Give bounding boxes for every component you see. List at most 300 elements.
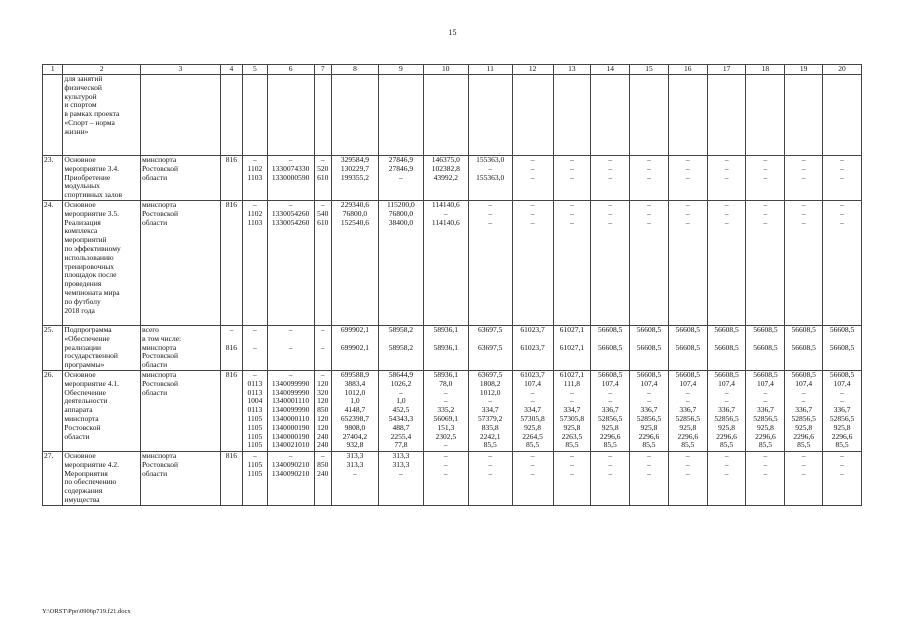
cell-line: 540 bbox=[317, 208, 329, 218]
cell-line: 1330074330 bbox=[271, 163, 310, 173]
cell-line: 1,0 bbox=[350, 396, 360, 406]
table-cell bbox=[668, 371, 707, 452]
table-cell bbox=[746, 156, 785, 201]
cell-line: – bbox=[647, 172, 651, 182]
table-header-row bbox=[43, 65, 862, 75]
table-cell bbox=[43, 201, 63, 326]
table-cell bbox=[423, 201, 468, 326]
cell-line: 56608,5 bbox=[829, 342, 855, 352]
cell-line: 0113 bbox=[247, 405, 263, 415]
table-cell bbox=[823, 201, 862, 326]
cell-line: 61027,1 bbox=[559, 342, 585, 352]
table-cell bbox=[823, 326, 862, 371]
cell-line: 52856,5 bbox=[791, 413, 816, 423]
table-cell bbox=[512, 326, 553, 371]
table-cell bbox=[668, 452, 707, 506]
cell-line: – bbox=[530, 396, 535, 406]
cell-line: 313,3 bbox=[392, 459, 410, 469]
table-cell bbox=[553, 452, 591, 506]
table-cell bbox=[707, 452, 746, 506]
table-cell bbox=[668, 156, 707, 201]
table-cell bbox=[63, 75, 141, 156]
cell-line: – bbox=[840, 217, 844, 227]
column-header-18: 18 bbox=[746, 65, 785, 75]
cell-line: 1340099990 bbox=[271, 405, 310, 415]
cell-line bbox=[747, 75, 783, 84]
cell-line: 56608,5 bbox=[636, 325, 662, 334]
cell-line: – bbox=[840, 468, 844, 478]
table-cell bbox=[591, 452, 630, 506]
cell-line: – bbox=[685, 200, 690, 209]
cell-line: содержания bbox=[64, 486, 103, 496]
table-cell bbox=[512, 156, 553, 201]
cell-line: проведения bbox=[64, 279, 102, 289]
cell-line: – bbox=[320, 155, 325, 164]
cell-line: 335,2 bbox=[437, 405, 455, 415]
cell-line: Ростовской bbox=[142, 163, 179, 173]
cell-line: аппарата bbox=[64, 405, 93, 415]
cell-line: 56069,1 bbox=[433, 413, 458, 423]
table-cell bbox=[378, 201, 423, 326]
table-cell bbox=[746, 75, 785, 156]
cell-line: – bbox=[647, 396, 651, 406]
cell-line: 816 bbox=[225, 155, 238, 164]
cell-line: – bbox=[724, 451, 729, 460]
cell-line: области bbox=[64, 431, 90, 441]
cell-line: физической bbox=[64, 82, 102, 92]
table-cell bbox=[267, 371, 314, 452]
table-cell bbox=[220, 75, 242, 156]
cell-line: – bbox=[685, 451, 690, 460]
cell-line: площадок после bbox=[64, 270, 117, 280]
table-cell bbox=[823, 156, 862, 201]
table-row bbox=[43, 156, 862, 201]
table-cell bbox=[141, 75, 221, 156]
cell-line: – bbox=[253, 451, 257, 460]
cell-line: 850 bbox=[317, 405, 329, 415]
cell-line: 1105 bbox=[247, 413, 263, 423]
cell-line: 1102 bbox=[247, 163, 263, 173]
cell-line: 54343,3 bbox=[388, 413, 414, 423]
cell-line: 336,7 bbox=[833, 405, 851, 415]
cell-line: – bbox=[530, 200, 535, 209]
cell-line: 27. bbox=[44, 451, 54, 460]
table-cell bbox=[378, 452, 423, 506]
cell-line: 56608,5 bbox=[829, 325, 855, 334]
cell-line: 2242,1 bbox=[479, 431, 501, 441]
cell-line: – bbox=[320, 200, 325, 209]
column-header-4: 4 bbox=[220, 65, 242, 75]
cell-line: – bbox=[763, 163, 768, 173]
cell-line: в рамках проекта bbox=[64, 109, 120, 119]
cell-line: – bbox=[608, 451, 613, 460]
cell-line: культурой bbox=[64, 91, 97, 101]
column-header-12: 12 bbox=[512, 65, 553, 75]
cell-line: – bbox=[288, 325, 293, 334]
cell-line: 56608,5 bbox=[791, 342, 816, 352]
cell-line: – bbox=[253, 155, 257, 164]
cell-line: – bbox=[530, 172, 535, 182]
table-cell bbox=[630, 371, 669, 452]
column-header-20: 20 bbox=[823, 65, 862, 75]
table-cell bbox=[141, 326, 221, 371]
cell-line: – bbox=[253, 370, 257, 379]
table-cell bbox=[591, 326, 630, 371]
column-header-1: 1 bbox=[43, 65, 63, 75]
cell-line: Реализация bbox=[64, 217, 101, 227]
cell-line: Приобретение bbox=[64, 172, 111, 182]
cell-line: – bbox=[647, 200, 651, 209]
cell-line: 699902,1 bbox=[340, 342, 369, 352]
cell-line bbox=[670, 75, 706, 84]
cell-line: – bbox=[530, 468, 535, 478]
table-cell bbox=[63, 326, 141, 371]
cell-line: 610 bbox=[317, 217, 329, 227]
cell-line: 56608,5 bbox=[675, 342, 700, 352]
cell-line: мероприятие 4.2. bbox=[64, 459, 119, 469]
cell-line: 2263,5 bbox=[561, 431, 583, 441]
cell-line: 520 bbox=[317, 163, 329, 173]
cell-line: государственной bbox=[64, 351, 118, 361]
table-cell bbox=[707, 326, 746, 371]
cell-line: 925,8 bbox=[795, 422, 813, 432]
table-cell bbox=[668, 201, 707, 326]
cell-line: 23. bbox=[44, 155, 54, 164]
cell-line: – bbox=[840, 163, 844, 173]
table-cell bbox=[423, 156, 468, 201]
cell-line: 816 bbox=[225, 451, 238, 460]
cell-line: в том числе: bbox=[142, 333, 182, 343]
cell-line: 1105 bbox=[247, 468, 263, 478]
cell-line: 336,7 bbox=[795, 405, 813, 415]
cell-line: 63697,5 bbox=[478, 325, 503, 334]
table-cell bbox=[267, 75, 314, 156]
cell-line: – bbox=[763, 200, 768, 209]
cell-line: 52856,5 bbox=[714, 413, 739, 423]
cell-line: мероприятие 3.5. bbox=[64, 208, 119, 218]
cell-line: использованию bbox=[64, 252, 114, 262]
cell-line: – bbox=[840, 387, 844, 397]
cell-line: 57305,8 bbox=[520, 413, 545, 423]
cell-line: – bbox=[801, 387, 806, 397]
table-cell bbox=[314, 156, 331, 201]
cell-line: области bbox=[142, 468, 168, 478]
cell-line: – bbox=[647, 451, 651, 460]
table-cell bbox=[331, 75, 378, 156]
cell-line: – bbox=[724, 217, 729, 227]
column-header-17: 17 bbox=[707, 65, 746, 75]
cell-line: – bbox=[320, 370, 325, 379]
cell-line: – bbox=[570, 459, 574, 469]
cell-line: минспорта bbox=[142, 451, 177, 460]
cell-line: – bbox=[608, 468, 613, 478]
cell-line: Основное bbox=[64, 451, 96, 460]
cell-line: – bbox=[530, 155, 535, 164]
table-cell bbox=[243, 326, 268, 371]
cell-line: имущества bbox=[64, 494, 100, 504]
cell-line: – bbox=[288, 200, 293, 209]
cell-line: – bbox=[570, 468, 574, 478]
cell-line: Основное bbox=[64, 370, 96, 379]
cell-line: 1340090210 bbox=[271, 459, 310, 469]
table-cell bbox=[43, 371, 63, 452]
cell-line: 610 bbox=[317, 172, 329, 182]
cell-line: 0113 bbox=[247, 378, 263, 388]
cell-line: 1340090210 bbox=[271, 468, 310, 478]
table-cell bbox=[331, 156, 378, 201]
column-header-2: 2 bbox=[63, 65, 141, 75]
cell-line: 56608,5 bbox=[714, 325, 739, 334]
cell-line: – bbox=[443, 468, 448, 478]
table-cell bbox=[707, 75, 746, 156]
column-header-5: 5 bbox=[243, 65, 268, 75]
cell-line: 240 bbox=[317, 468, 329, 478]
cell-line: 56608,5 bbox=[598, 370, 623, 379]
cell-line: 27846,9 bbox=[388, 163, 414, 173]
cell-line: 2296,6 bbox=[599, 431, 621, 441]
cell-line: 240 bbox=[317, 440, 329, 450]
cell-line: – bbox=[840, 155, 844, 164]
column-header-8: 8 bbox=[331, 65, 378, 75]
cell-line: – bbox=[443, 459, 448, 469]
cell-line: 120 bbox=[317, 378, 329, 388]
cell-line: – bbox=[685, 208, 690, 218]
table-cell bbox=[267, 156, 314, 201]
cell-line: 52856,5 bbox=[675, 413, 700, 423]
cell-line: 56608,5 bbox=[753, 370, 778, 379]
table-cell bbox=[553, 156, 591, 201]
table-row bbox=[43, 371, 862, 452]
cell-line: по футболу bbox=[64, 296, 101, 306]
cell-line: 816 bbox=[225, 342, 238, 352]
cell-line: 1340099990 bbox=[271, 387, 310, 397]
cell-line bbox=[592, 75, 628, 84]
cell-line: – bbox=[724, 200, 729, 209]
cell-line: 43992,2 bbox=[433, 172, 458, 182]
cell-line bbox=[269, 75, 313, 84]
cell-line: – bbox=[763, 459, 768, 469]
cell-line: – bbox=[685, 468, 690, 478]
cell-line: 2255,4 bbox=[390, 431, 412, 441]
cell-line: Ростовской bbox=[64, 422, 101, 432]
cell-line: – bbox=[253, 325, 257, 334]
cell-line: – bbox=[685, 172, 690, 182]
cell-line: 115200,0 bbox=[386, 200, 415, 209]
cell-line bbox=[222, 75, 241, 84]
table-cell bbox=[63, 452, 141, 506]
table-cell bbox=[243, 371, 268, 452]
cell-line: минспорта bbox=[142, 200, 177, 209]
cell-line: – bbox=[647, 459, 651, 469]
cell-line: – bbox=[685, 396, 690, 406]
cell-line: 78,0 bbox=[439, 378, 453, 388]
cell-line: 61027,1 bbox=[559, 370, 585, 379]
cell-line: – bbox=[724, 172, 729, 182]
cell-line: – bbox=[801, 217, 806, 227]
cell-line: 58936,1 bbox=[433, 370, 458, 379]
cell-line: деятельности bbox=[64, 396, 108, 406]
cell-line: – bbox=[840, 396, 844, 406]
table-cell bbox=[553, 75, 591, 156]
table-cell bbox=[512, 75, 553, 156]
cell-line: 816 bbox=[225, 200, 238, 209]
table-row bbox=[43, 326, 862, 371]
cell-line: 925,8 bbox=[833, 422, 851, 432]
cell-line: – bbox=[647, 155, 651, 164]
table-cell bbox=[43, 452, 63, 506]
cell-line bbox=[316, 75, 330, 84]
cell-line bbox=[786, 75, 821, 84]
table-cell bbox=[220, 201, 242, 326]
cell-line: – bbox=[530, 387, 535, 397]
table-cell bbox=[746, 326, 785, 371]
column-header-15: 15 bbox=[630, 65, 669, 75]
cell-line: 2296,6 bbox=[716, 431, 737, 441]
table-cell bbox=[668, 75, 707, 156]
footer-file-path: Y:\ORST\Ppo\0906p719.f21.docx bbox=[42, 608, 131, 615]
cell-line: чемпионата мира bbox=[64, 287, 120, 297]
cell-line: 107,4 bbox=[679, 378, 697, 388]
cell-line: 1340000190 bbox=[271, 431, 310, 441]
table-cell bbox=[707, 371, 746, 452]
cell-line: – bbox=[443, 208, 448, 218]
cell-line: 2296,6 bbox=[755, 431, 776, 441]
cell-line: – bbox=[288, 451, 293, 460]
cell-line: 1330054260 bbox=[271, 217, 310, 227]
cell-line: 107,4 bbox=[718, 378, 736, 388]
cell-line: – bbox=[570, 217, 574, 227]
table-cell bbox=[823, 452, 862, 506]
cell-line: 57305,8 bbox=[559, 413, 585, 423]
cell-line: – bbox=[724, 163, 729, 173]
cell-line: 9808,0 bbox=[344, 422, 366, 432]
cell-line: 3883,4 bbox=[344, 378, 366, 388]
cell-line: 107,4 bbox=[756, 378, 774, 388]
table-cell bbox=[63, 156, 141, 201]
cell-line: 58958,2 bbox=[388, 325, 414, 334]
cell-line: жизни» bbox=[64, 126, 89, 136]
table-cell bbox=[423, 371, 468, 452]
cell-line: 114140,6 bbox=[431, 200, 460, 209]
cell-line: 313,3 bbox=[346, 451, 364, 460]
cell-line: 120 bbox=[317, 422, 329, 432]
cell-line: – bbox=[763, 155, 768, 164]
cell-line: 2296,6 bbox=[638, 431, 660, 441]
cell-line: 56608,5 bbox=[675, 325, 700, 334]
cell-line: – bbox=[530, 217, 535, 227]
cell-line: комплекса bbox=[64, 226, 98, 236]
column-header-19: 19 bbox=[785, 65, 823, 75]
table-cell bbox=[468, 201, 512, 326]
cell-line: – bbox=[320, 325, 325, 334]
cell-line: – bbox=[353, 468, 357, 478]
table-cell bbox=[220, 452, 242, 506]
cell-line: Основное bbox=[64, 200, 96, 209]
cell-line: – bbox=[801, 459, 806, 469]
table-cell bbox=[785, 452, 823, 506]
cell-line: 1102 bbox=[247, 208, 263, 218]
cell-line: – bbox=[608, 387, 613, 397]
table-cell bbox=[378, 371, 423, 452]
cell-line: 1808,2 bbox=[479, 378, 501, 388]
cell-line: по эффективному bbox=[64, 243, 121, 253]
cell-line: 61023,7 bbox=[520, 342, 545, 352]
cell-line: 85,5 bbox=[720, 440, 734, 450]
cell-line: 320 bbox=[317, 387, 329, 397]
cell-line: – bbox=[685, 163, 690, 173]
table-cell bbox=[423, 75, 468, 156]
cell-line: 313,3 bbox=[346, 459, 364, 469]
cell-line: 1105 bbox=[247, 431, 263, 441]
cell-line: – bbox=[724, 208, 729, 218]
cell-line: 24. bbox=[44, 200, 54, 209]
cell-line: 2296,6 bbox=[677, 431, 699, 441]
page-number: 15 bbox=[448, 28, 457, 37]
cell-line: – bbox=[488, 217, 493, 227]
cell-line: 1026,2 bbox=[390, 378, 412, 388]
table-cell bbox=[331, 452, 378, 506]
cell-line: 488,7 bbox=[392, 422, 410, 432]
cell-line: 52856,5 bbox=[636, 413, 662, 423]
cell-line: – bbox=[801, 155, 806, 164]
cell-line bbox=[824, 75, 860, 84]
cell-line: мероприятий bbox=[64, 235, 107, 245]
cell-line bbox=[709, 75, 745, 84]
cell-line: всего bbox=[142, 325, 159, 334]
cell-line: 56608,5 bbox=[829, 370, 855, 379]
table-cell bbox=[630, 75, 669, 156]
cell-line: 85,5 bbox=[797, 440, 811, 450]
cell-line bbox=[425, 75, 467, 84]
cell-line: 2264,5 bbox=[522, 431, 543, 441]
cell-line: – bbox=[570, 155, 574, 164]
cell-line: – bbox=[253, 200, 257, 209]
table-cell bbox=[553, 201, 591, 326]
column-header-9: 9 bbox=[378, 65, 423, 75]
cell-line: реализации bbox=[64, 342, 102, 352]
cell-line: 932,8 bbox=[346, 440, 364, 450]
cell-line: 107,4 bbox=[524, 378, 542, 388]
cell-line: 334,7 bbox=[563, 405, 581, 415]
table-cell bbox=[314, 326, 331, 371]
cell-line: – bbox=[530, 459, 535, 469]
cell-line: – bbox=[647, 217, 651, 227]
cell-line: 120 bbox=[317, 396, 329, 406]
cell-line: – bbox=[320, 342, 325, 352]
cell-line: – bbox=[288, 155, 293, 164]
cell-line: – bbox=[724, 396, 729, 406]
cell-line: 1105 bbox=[247, 440, 263, 450]
cell-line: 1004 bbox=[247, 396, 263, 406]
table-cell bbox=[267, 452, 314, 506]
column-header-13: 13 bbox=[553, 65, 591, 75]
cell-line: – bbox=[763, 396, 768, 406]
cell-line: – bbox=[608, 396, 613, 406]
table-cell bbox=[512, 371, 553, 452]
cell-line: – bbox=[763, 387, 768, 397]
cell-line: Ростовской bbox=[142, 459, 179, 469]
cell-line: по обеспечению bbox=[64, 477, 117, 487]
table-cell bbox=[243, 75, 268, 156]
cell-line: 27404,2 bbox=[342, 431, 368, 441]
cell-line: 2296,6 bbox=[831, 431, 853, 441]
cell-line: – bbox=[443, 387, 448, 397]
cell-line: – bbox=[288, 342, 293, 352]
cell-line: 56608,5 bbox=[636, 342, 662, 352]
cell-line: 925,8 bbox=[563, 422, 581, 432]
cell-line: Ростовской bbox=[142, 378, 179, 388]
cell-line: 107,4 bbox=[795, 378, 813, 388]
